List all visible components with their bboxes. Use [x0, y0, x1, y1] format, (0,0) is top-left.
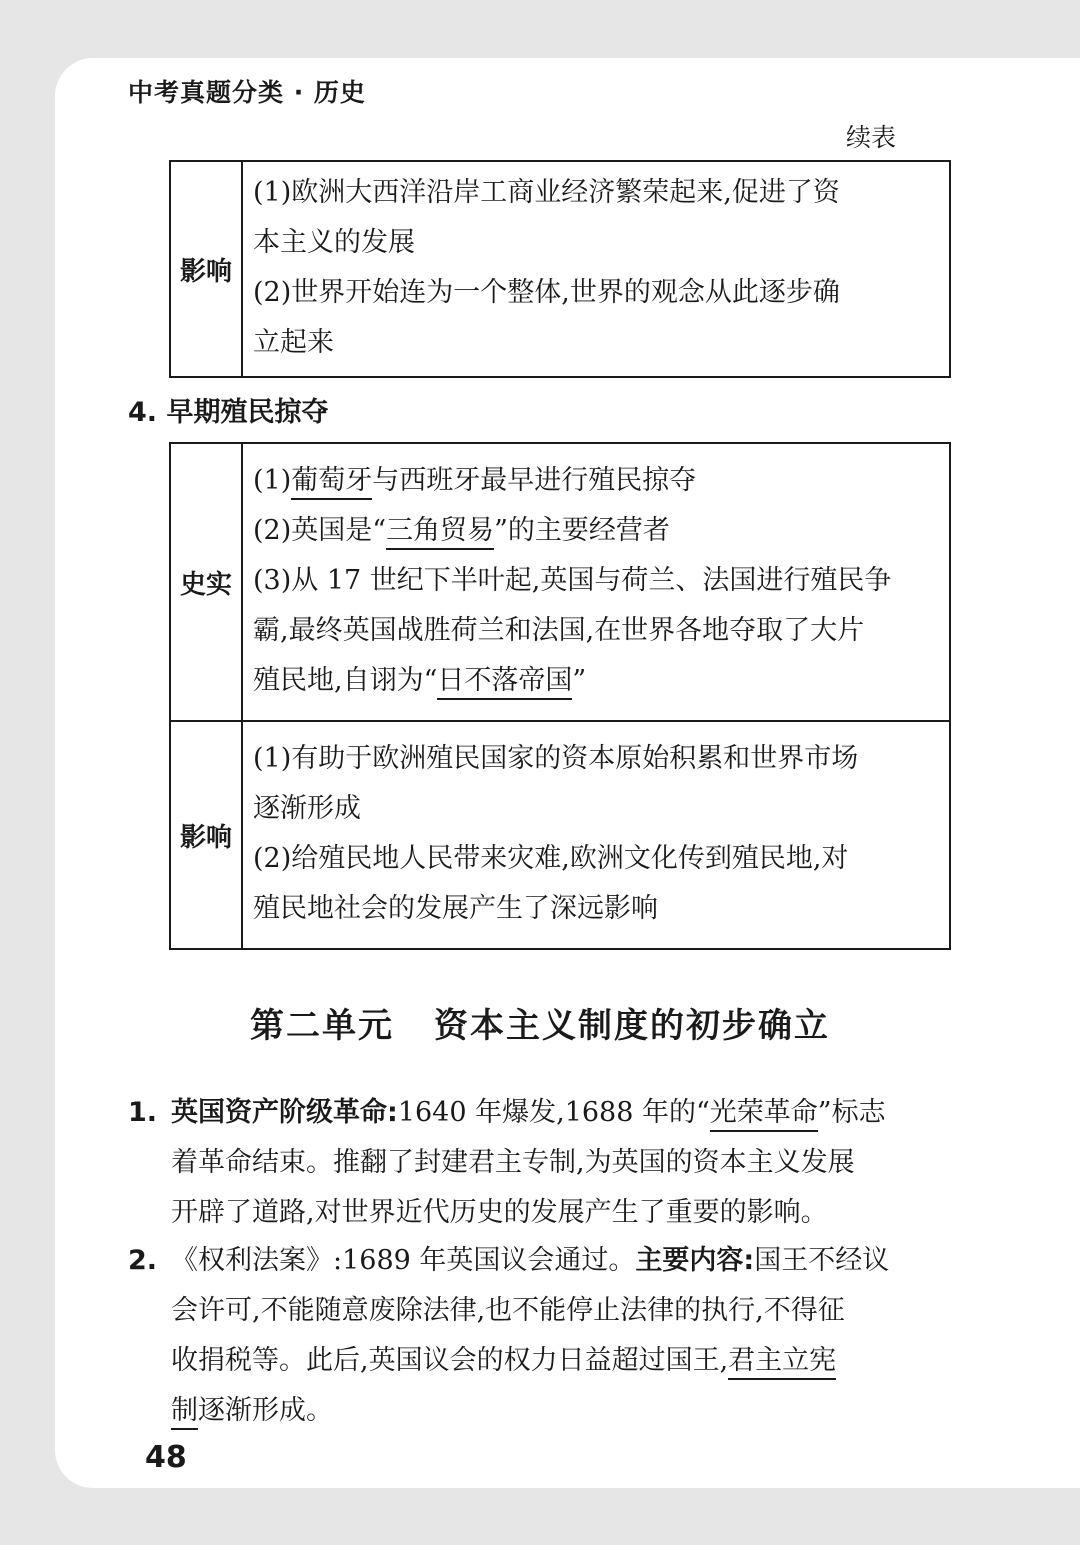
content-line: 立起来: [253, 327, 334, 358]
unit-name: 资本主义制度的初步确立: [434, 1006, 830, 1046]
content-line: 霸,最终英国战胜荷兰和法国,在世界各地夺取了大片: [253, 615, 865, 646]
underlined-term: 光荣革命: [710, 1097, 818, 1132]
item-label: 主要内容:: [635, 1245, 755, 1276]
row-label: 史实: [170, 443, 242, 721]
section-title: 早期殖民掠夺: [166, 397, 329, 428]
content-line: (2)英国是“三角贸易”的主要经营者: [253, 506, 941, 556]
row-label: 影响: [170, 721, 242, 949]
underlined-term: 君主立宪: [728, 1345, 836, 1380]
row-content: [242, 721, 950, 949]
content-line: (2)给殖民地人民带来灾难,欧洲文化传到殖民地,对: [253, 843, 849, 874]
item-number: 1.: [128, 1097, 158, 1128]
section-heading: [128, 390, 328, 429]
content-line: 殖民地,自诩为“日不落帝国”: [253, 656, 941, 706]
book-header: 中考真题分类 · 历史: [128, 78, 366, 107]
item-body: 英国资产阶级革命:1640 年爆发,1688 年的“光荣革命”标志 着革命结束。推翻了封建君主专制,为英国的资本主义发展 开辟了道路,对世界近代历史的发展产生了重要的影响。: [171, 1097, 886, 1228]
row-label: 影响: [170, 161, 242, 377]
underlined-term: 日不落帝国: [437, 665, 572, 700]
row-content: [242, 443, 950, 721]
item-body: 《权利法案》:1689 年英国议会通过。主要内容:国王不经议 会许可,不能随意废除法律,也不能停止法律的执行,不得征 收捐税等。此后,英国议会的权力日益超过国王,君主立宪 制逐渐形成。: [171, 1236, 950, 1436]
underlined-term: 葡萄牙: [291, 465, 372, 500]
content-line: (3)从 17 世纪下半叶起,英国与荷兰、法国进行殖民争: [253, 565, 892, 596]
underlined-term: 制: [171, 1395, 198, 1430]
content-line: (1)欧洲大西洋沿岸工商业经济繁荣起来,促进了资: [253, 177, 840, 208]
section-number: 4.: [128, 397, 158, 428]
row-content: [242, 161, 950, 377]
impact-table: [169, 160, 951, 378]
unit-title: [0, 998, 1080, 1047]
list-item: [128, 1236, 950, 1436]
content-line: (1)有助于欧洲殖民国家的资本原始积累和世界市场: [253, 743, 859, 774]
page-number: 48: [145, 1440, 187, 1475]
item-label: 英国资产阶级革命:: [171, 1097, 398, 1128]
content-line: 本主义的发展: [253, 227, 415, 258]
continued-label: 续表: [846, 123, 897, 152]
content-line: (1)葡萄牙与西班牙最早进行殖民掠夺: [253, 456, 941, 506]
content-line: 殖民地社会的发展产生了深远影响: [253, 893, 658, 924]
content-line: 逐渐形成: [253, 793, 361, 824]
underlined-term: 三角贸易: [386, 515, 494, 550]
item-number: 2.: [128, 1245, 158, 1276]
unit-number: 第二单元: [250, 1006, 394, 1046]
list-item: [128, 1088, 950, 1238]
content-line: (2)世界开始连为一个整体,世界的观念从此逐步确: [253, 277, 840, 308]
colonial-table: [169, 442, 951, 950]
